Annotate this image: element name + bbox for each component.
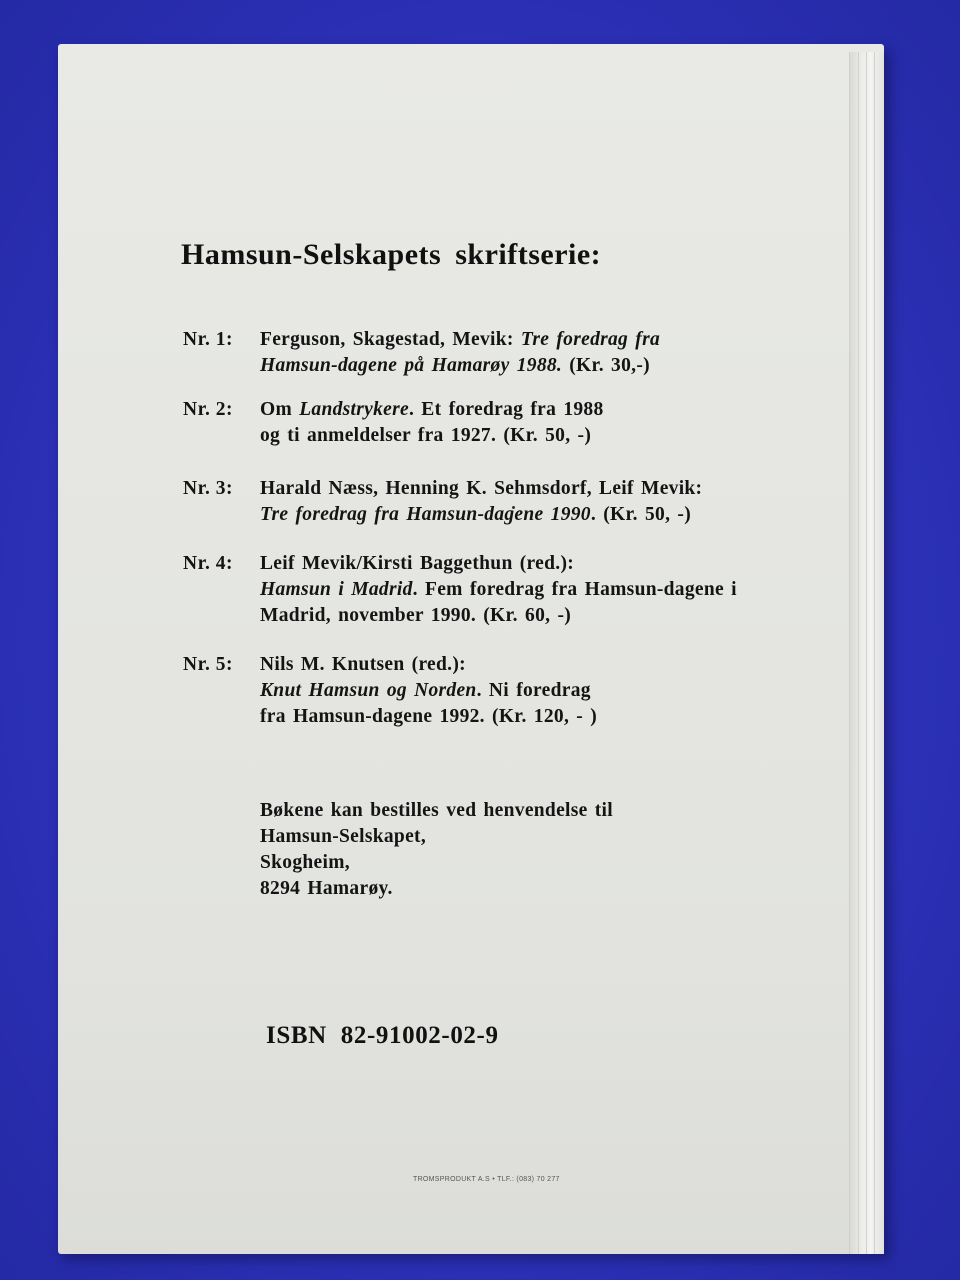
entry-text: Om Landstrykere. Et foredrag fra 1988 og ti anmeldelser fra 1927. (Kr. 50, -) bbox=[260, 399, 604, 446]
entry-text: Harald Næss, Henning K. Sehmsdorf, Leif Mevik: Tre foredrag fra Hamsun-dagene 1990. (Kr. 50, -) bbox=[260, 478, 703, 525]
order-address-block bbox=[260, 798, 613, 902]
entry-text: Leif Mevik/Kirsti Baggethun (red.): Hamsun i Madrid. Fem foredrag fra Hamsun-dagene i Madrid, november 1990. (Kr. 60, -) bbox=[260, 553, 737, 626]
book-spine-edge bbox=[849, 52, 884, 1254]
series-heading: Hamsun-Selskapets skriftserie: bbox=[181, 238, 602, 271]
entry-number: Nr. 2: bbox=[183, 399, 233, 420]
isbn-label: ISBN bbox=[266, 1022, 327, 1049]
printer-imprint: TROMSPRODUKT A.S • TLF.: (083) 70 277 bbox=[413, 1176, 560, 1183]
isbn bbox=[266, 1022, 513, 1050]
entry-number: Nr. 4: bbox=[183, 553, 233, 574]
order-line: Hamsun-Selskapet, bbox=[260, 826, 427, 847]
entry-number: Nr. 3: bbox=[183, 478, 233, 499]
entry-number: Nr. 1: bbox=[183, 329, 233, 350]
entry-text: Nils M. Knutsen (red.): Knut Hamsun og Norden. Ni foredrag fra Hamsun-dagene 1992. (Kr. 120, - ) bbox=[260, 654, 598, 727]
entry-number: Nr. 5: bbox=[183, 654, 233, 675]
entry-text: Ferguson, Skagestad, Mevik: Tre foredrag fra Hamsun-dagene på Hamarøy 1988. (Kr. 30,-) bbox=[260, 329, 661, 376]
book-back-cover bbox=[58, 44, 884, 1254]
isbn-number: 82-91002-02-9 bbox=[340, 1022, 499, 1049]
order-line: Bøkene kan bestilles ved henvendelse til bbox=[260, 800, 613, 821]
order-line: Skogheim, bbox=[260, 852, 350, 873]
order-line: 8294 Hamarøy. bbox=[260, 878, 393, 899]
